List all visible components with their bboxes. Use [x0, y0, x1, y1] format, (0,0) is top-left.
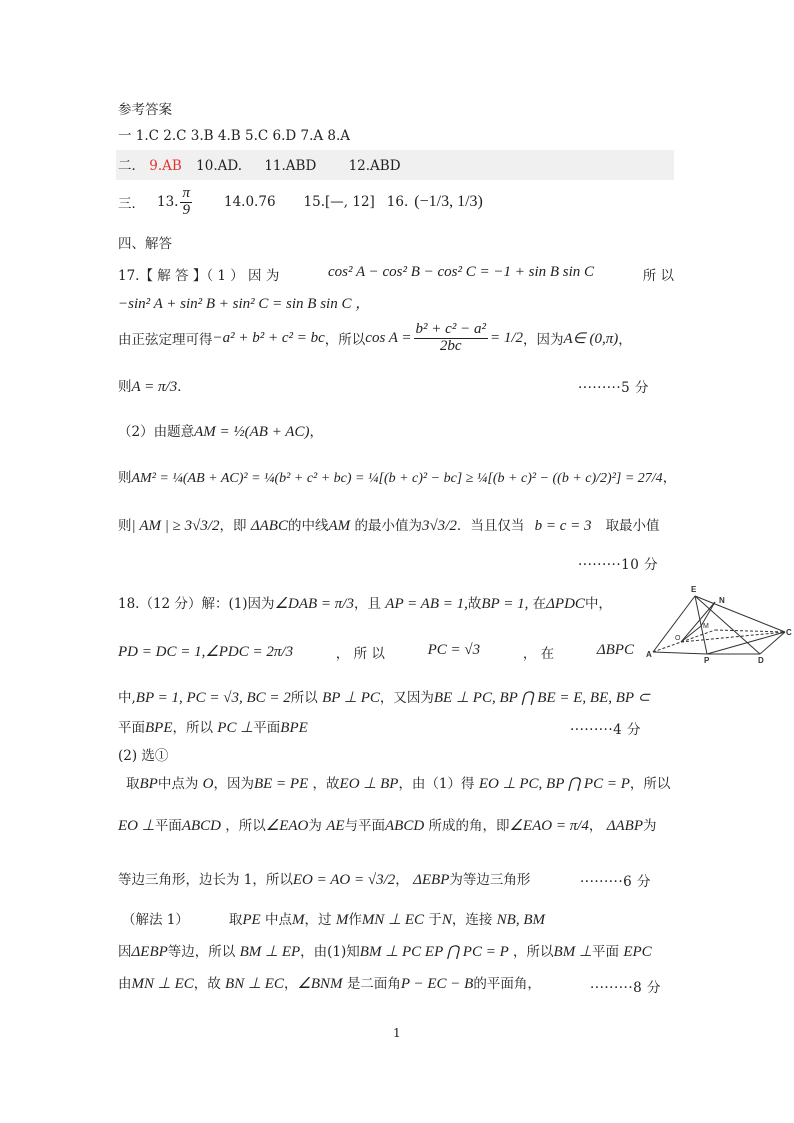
label-D: D: [758, 656, 764, 664]
q18-line-4: 平面BPE，所以 PC ⊥平面BPE: [118, 720, 308, 736]
pyramid-figure: [645, 582, 794, 664]
label-M: M: [703, 623, 709, 630]
page-number: 1: [393, 1026, 401, 1040]
label-P: P: [704, 656, 710, 664]
answer-10: 10.AD.: [196, 158, 243, 174]
q17-score-10: ·········10 分: [578, 557, 659, 573]
sec2-prefix: 二．: [118, 158, 145, 174]
answer-14: 14.0.76: [224, 194, 276, 211]
answer-11: 11.ABD: [264, 158, 317, 174]
q17-score-5: ·········5 分: [578, 380, 650, 396]
answers-title: 参考答案: [118, 102, 172, 118]
q18-score-6: ·········6 分: [580, 874, 652, 890]
q18-line-6: 取BP中点为 O，因为BE = PE ，故EO ⊥ BP，由（1）得 EO ⊥ PC, BP ⋂ PC = P，所以: [126, 776, 671, 792]
q18-line-10: 因ΔEBP等边，所以 BM ⊥ EP，由(1)知BM ⊥ PC EP ⋂ PC = P ，所以BM ⊥平面 EPC: [118, 944, 652, 960]
label-A: A: [646, 650, 652, 659]
label-O: O: [675, 635, 681, 642]
label-C: C: [786, 628, 792, 637]
q18-line-9: （解法 1） 取PE 中点M，过 M作MN ⊥ EC 于N，连接 NB, BM: [122, 912, 545, 928]
q17-line-7: 则| AM | ≥ 3√3/2，即 ΔABC的中线AM 的最小值为3√3/2．当且仅当 b = c = 3 取最小值: [118, 518, 660, 534]
section-4-heading: 四、解答: [118, 236, 172, 252]
label-N: N: [719, 596, 725, 605]
q17-line-1: 17.【 解 答 】（ 1 ） 因 为 cos² A − cos² B − cos² C = −1 + sin B sin C 所 以: [118, 264, 674, 284]
q18-line-8: 等边三角形，边长为 1，所以EO = AO = √3/2， ΔEBP为等边三角形: [118, 872, 531, 888]
q17-line-3: 由正弦定理可得 −a² + b² + c² = bc ，所以 cos A = $\frac{\text{b² + c² − a²}}{2bc}$ = 1/2 ，因为 A∈ (0,π) ，: [118, 321, 632, 354]
q18-line-2: PD = DC = 1,∠PDC = 2π/3 ， 所 以 PC = √3 ， 在 ΔBPC: [118, 642, 634, 662]
sec3-prefix: 三．: [118, 196, 145, 213]
answer-16-label: 16.: [386, 194, 409, 211]
section-1-answers: 一 1.C 2.C 3.B 4.B 5.C 6.D 7.A 8.A: [118, 128, 351, 144]
answer-13-label: 13.: [157, 194, 179, 211]
q18-line-11: 由MN ⊥ EC，故 BN ⊥ EC，∠BNM 是二面角P − EC − B的平面角，: [118, 976, 541, 992]
q18-line-3: 中,BP = 1, PC = √3, BC = 2所以 BP ⊥ PC，又因为BE ⊥ PC, BP ⋂ BE = E, BE, BP ⊂: [118, 690, 651, 706]
q17-line-2: −sin² A + sin² B + sin² C = sin B sin C ，: [118, 296, 371, 312]
q17-line-4: 则A = π/3．: [118, 379, 191, 395]
label-E: E: [691, 585, 697, 594]
q17-line-6: 则AM² = ¼(AB + AC)² = ¼(b² + c² + bc) = ¼[(b + c)² − bc] ≥ ¼[(b + c)² − ((b + c)/2)²] = 27/4，: [118, 470, 677, 486]
q18-score-8: ·········8 分: [590, 980, 662, 996]
q18-line-5: (2) 选①: [118, 748, 169, 764]
answer-9: 9.AB: [149, 158, 182, 174]
q18-score-4: ·········4 分: [570, 722, 642, 738]
q17-line-5: （2）由题意AM = ½(AB + AC)，: [118, 424, 323, 440]
answer-16-value: (−1/3, 1/3): [414, 193, 483, 211]
section-2-answers: [118, 154, 401, 174]
answer-13-fraction: $\frac{\pi}{9}$: [182, 185, 190, 218]
section-3-answers: [118, 186, 483, 219]
answer-12: 12.ABD: [348, 158, 401, 174]
q18-line-7: EO ⊥平面ABCD ，所以∠EAO为 AE与平面ABCD 所成的角，即∠EAO = π/4， ΔABP为: [118, 818, 657, 834]
q18-line-1: 18.（12 分）解：(1)因为∠DAB = π/3，且 AP = AB = 1,故BP = 1, 在ΔPDC中，: [118, 596, 612, 612]
answer-15: 15.[—, 12]: [303, 194, 375, 211]
